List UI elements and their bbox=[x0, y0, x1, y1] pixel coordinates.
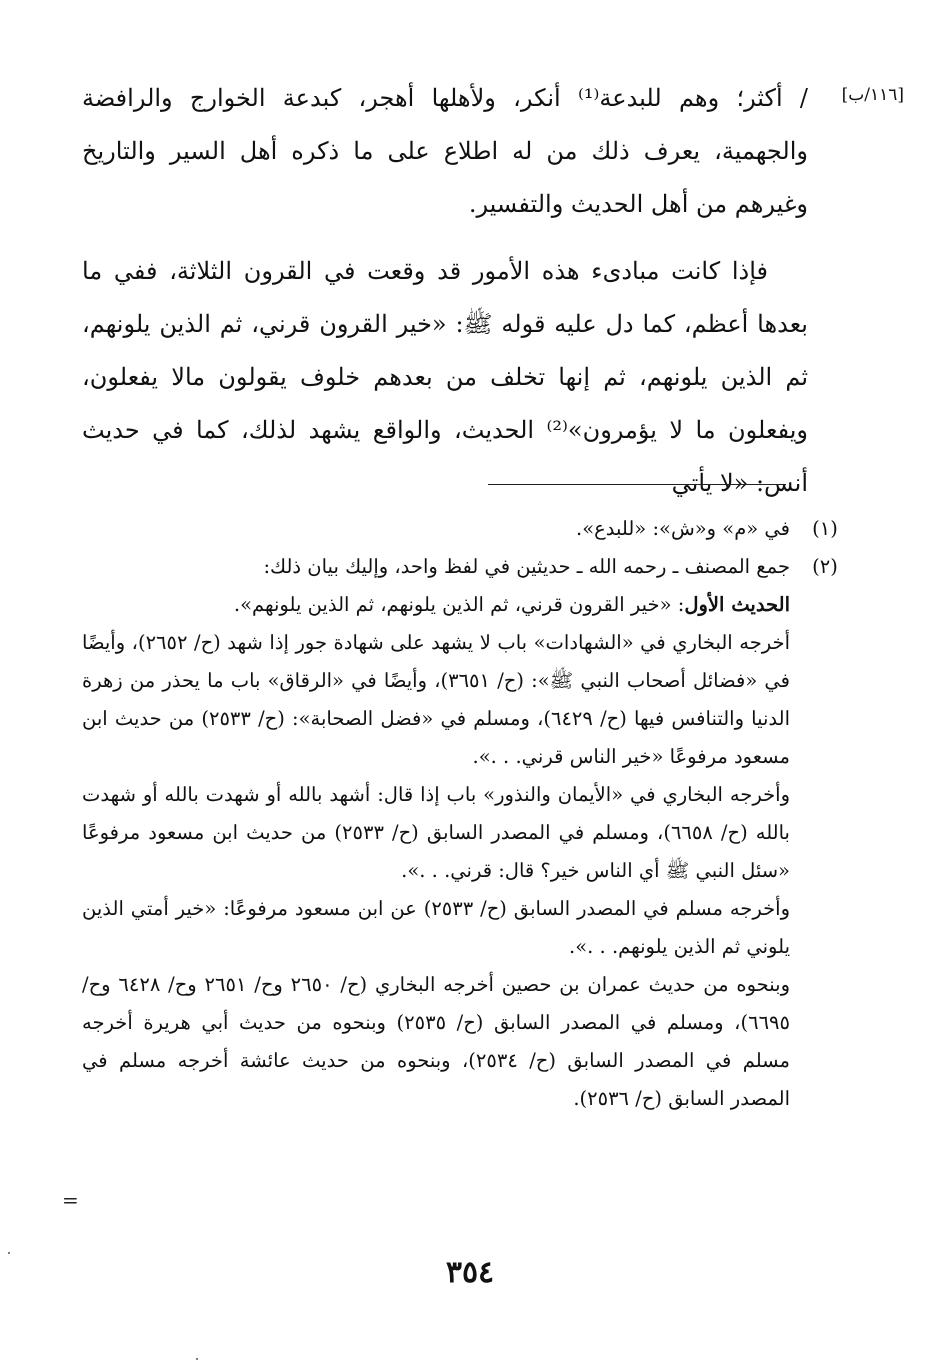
footnotes bbox=[82, 510, 838, 1118]
scan-speck bbox=[196, 1358, 198, 1360]
first-hadith-text: : «خير القرون قرني، ثم الذين يلونهم، ثم الذين يلونهم». bbox=[233, 593, 685, 616]
manuscript-folio-reference: [١١٦/ب] bbox=[841, 85, 904, 105]
page-number: ٣٥٤ bbox=[445, 1255, 495, 1290]
footnote-2-block-4: وبنحوه من حديث عمران بن حصين أخرجه البخاري (ح/ ٢٦٥٠ وح/ ٢٦٥١ وح/ ٦٤٢٨ وح/ ٦٦٩٥)، ومسلم في المصدر السابق (ح/ ٢٥٣٥) وبنحوه من حديث أبي هريرة أخرجه مسلم في المصدر السابق (ح/ ٢٥٣٤)، وبنحوه من حديث عائشة أخرجه مسلم في المصدر السابق (ح/ ٢٥٣٦). bbox=[82, 973, 791, 1110]
footnote-number: (٢) bbox=[812, 555, 838, 578]
continuation-mark: = bbox=[62, 1188, 79, 1212]
footnote-2-block-1: أخرجه البخاري في «الشهادات» باب لا يشهد على شهادة جور إذا شهد (ح/ ٢٦٥٢)، وأيضًا في «فضائل أصحاب النبي ﷺ»: (ح/ ٣٦٥١)، وأيضًا في «الرقاق» باب ما يحذر من زهرة الدنيا والتنافس فيها (ح/ ٦٤٢٩)، ومسلم في «فضل الصحابة»: (ح/ ٢٥٣٣) من حديث ابن مسعود مرفوعًا «خير الناس قرني. . .». bbox=[82, 631, 791, 768]
main-paragraph-1: / أكثر؛ وهم للبدعة⁽¹⁾ أنكر، ولأهلها أهجر، كبدعة الخوارج والرافضة والجهمية، يعرف ذلك من له اطلاع على ما ذكره أهل السير والتاريخ وغيرهم من أهل الحديث والتفسير. bbox=[82, 84, 808, 218]
footnote-2-block-3: وأخرجه مسلم في المصدر السابق (ح/ ٢٥٣٣) عن ابن مسعود مرفوعًا: «خير أمتي الذين يلوني ثم الذين يلونهم. . .». bbox=[82, 897, 790, 958]
footnote-number: (١) bbox=[812, 517, 838, 540]
footnote-2 bbox=[82, 548, 838, 586]
footnote-separator bbox=[488, 484, 786, 485]
scan-speck bbox=[8, 1252, 10, 1254]
footnote-text: في «م» و«ش»: «للبدع». bbox=[576, 517, 790, 540]
main-paragraph-2: فإذا كانت مبادىء هذه الأمور قد وقعت في القرون الثلاثة، ففي ما بعدها أعظم، كما دل عليه قوله ﷺ: «خير القرون قرني، ثم الذين يلونهم، ثم الذين يلونهم، ثم إنها تخلف من بعدهم خلوف يقولون مالا يفعلون، ويفعلون ما لا يؤمرون»⁽²⁾ الحديث، والواقع يشهد لذلك، كما في حديث أنس: «لا يأتي bbox=[82, 257, 809, 497]
footnote-1 bbox=[82, 510, 838, 548]
main-text bbox=[82, 72, 808, 510]
first-hadith-label: الحديث الأول bbox=[684, 593, 790, 616]
footnote-2-block-2: وأخرجه البخاري في «الأيمان والنذور» باب إذا قال: أشهد بالله أو شهدت بالله أو شهدت بالله (ح/ ٦٦٥٨)، ومسلم في المصدر السابق (ح/ ٢٥٣٣) من حديث ابن مسعود مرفوعًا «سئل النبي ﷺ أي الناس خير؟ قال: قرني. . .». bbox=[82, 783, 790, 882]
footnote-text: جمع المصنف ـ رحمه الله ـ حديثين في لفظ واحد، وإليك بيان ذلك: bbox=[263, 555, 790, 578]
footnote-2-first-hadith bbox=[82, 586, 790, 624]
